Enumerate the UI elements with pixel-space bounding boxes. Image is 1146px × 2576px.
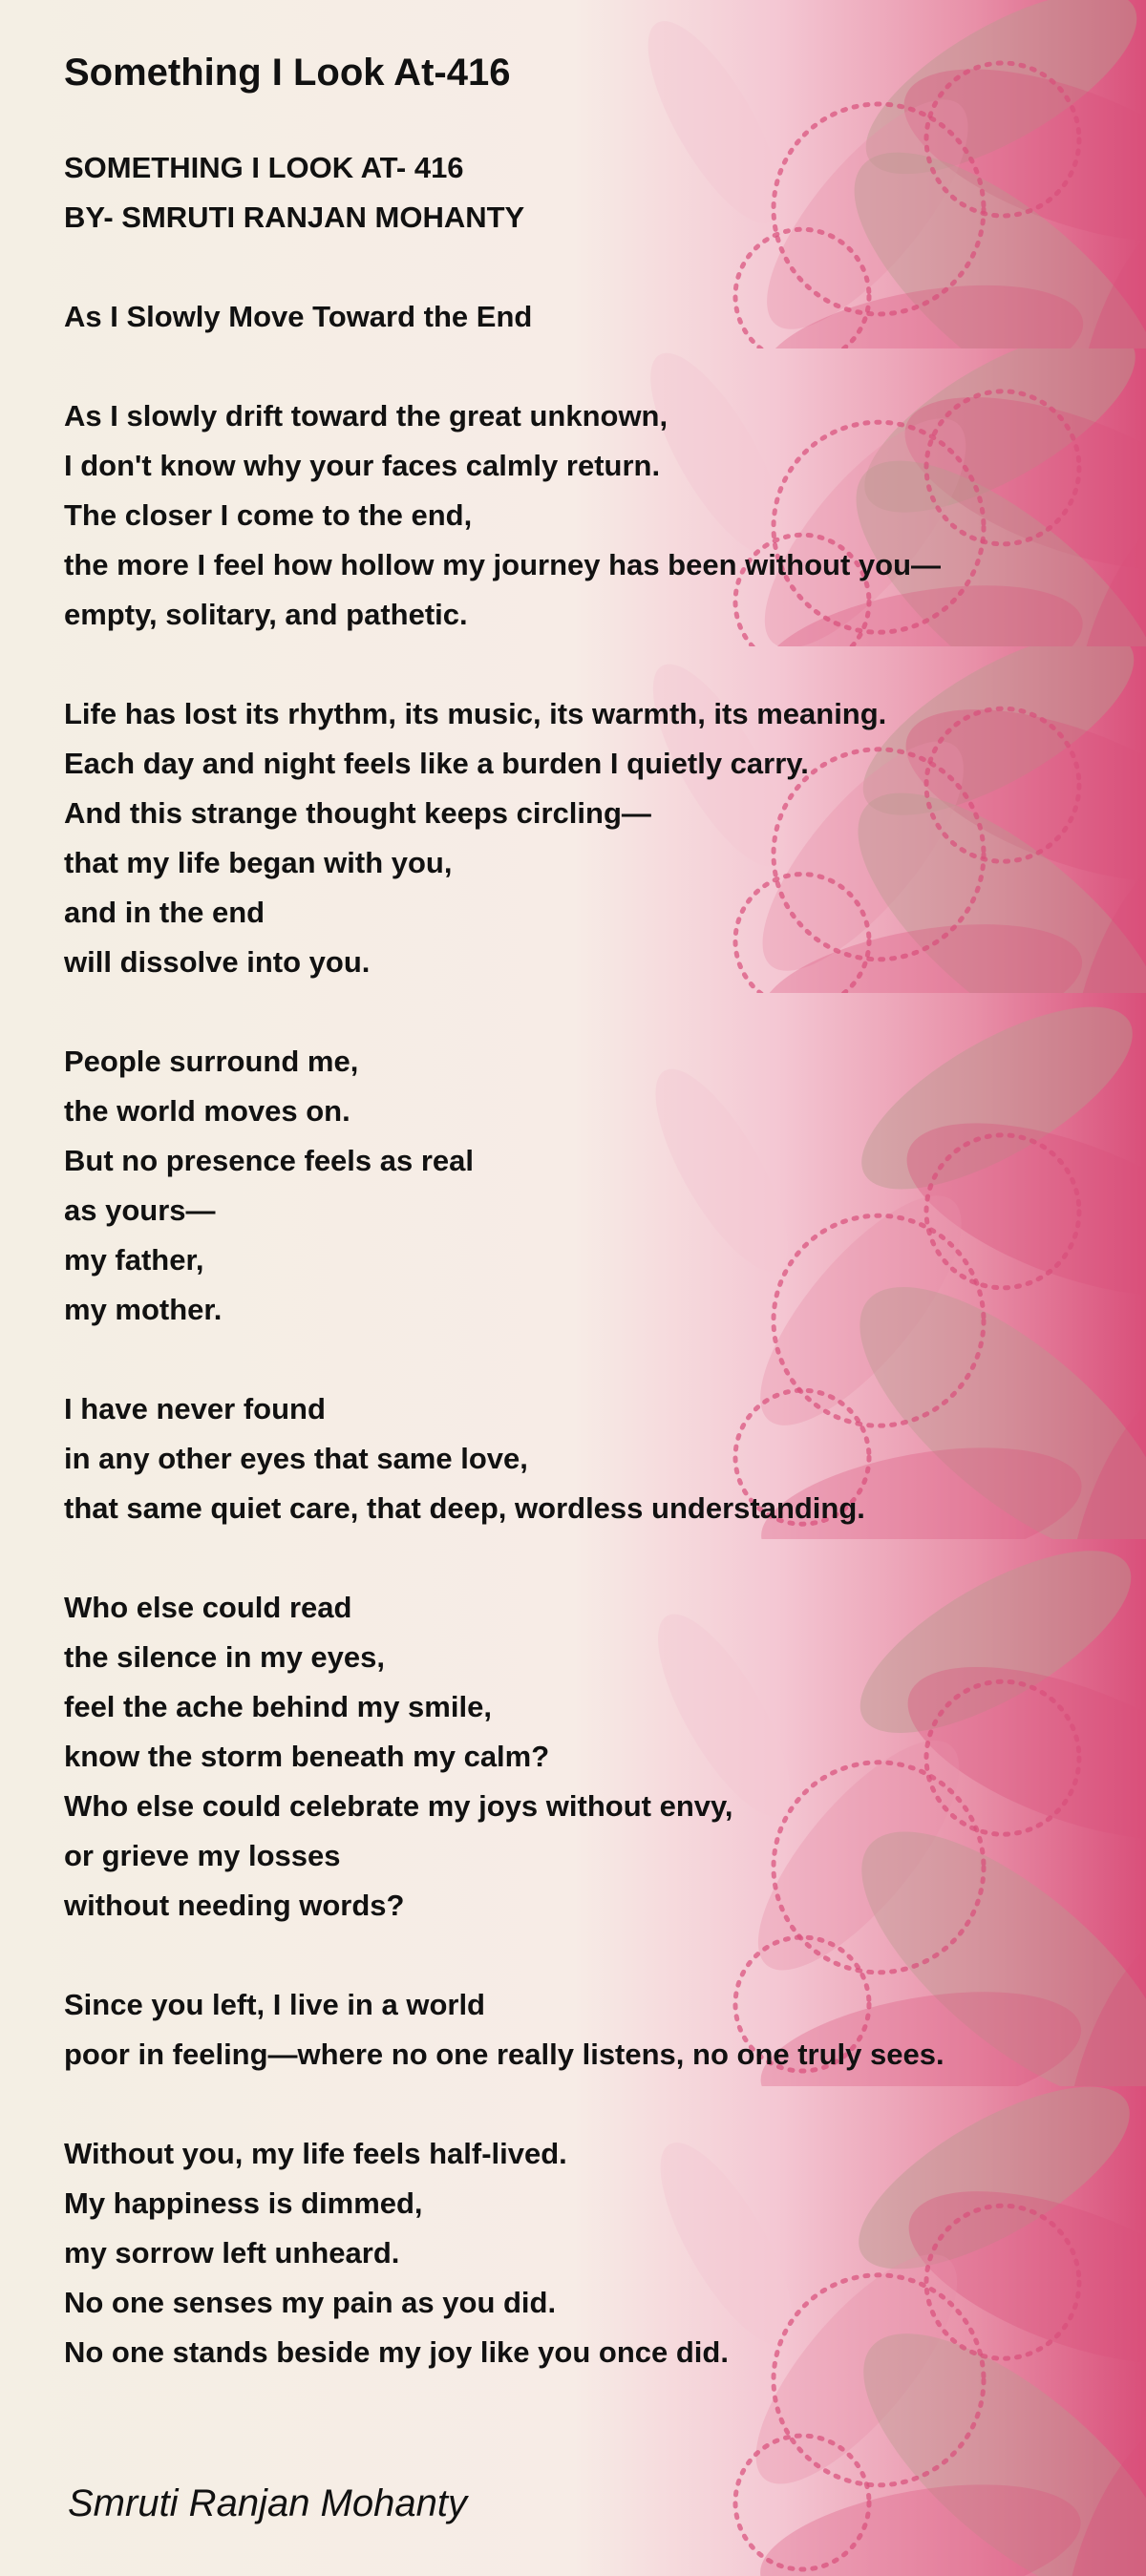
poem-line: in any other eyes that same love, [64,1442,528,1475]
poem-line: Since you left, I live in a world [64,1988,485,2021]
poem-line: People surround me, [64,1045,359,1078]
poem-body [64,143,1114,2377]
poem-line: that my life began with you, [64,846,453,879]
poem-line: But no presence feels as real [64,1144,475,1177]
stanza-break [64,987,1114,1037]
poem-line: Each day and night feels like a burden I quietly carry. [64,747,809,780]
poem-line: the world moves on. [64,1094,350,1128]
poem-line: Life has lost its rhythm, its music, its warmth, its meaning. [64,697,887,730]
poem-line: my father, [64,1243,204,1277]
stanza-break [64,342,1114,391]
stanza-break [64,2080,1114,2129]
poem-line: as yours— [64,1193,216,1227]
poem-line: my mother. [64,1293,223,1326]
poem-line: will dissolve into you. [64,945,371,979]
poem-line: empty, solitary, and pathetic. [64,598,468,631]
poem-line: Who else could celebrate my joys without envy, [64,1789,733,1823]
stanza-break [64,1931,1114,1980]
poem-line: As I slowly drift toward the great unknown, [64,399,668,433]
poem-line: without needing words? [64,1889,405,1922]
poem-line: No one senses my pain as you did. [64,2286,557,2319]
poem-line: And this strange thought keeps circling— [64,796,651,830]
poet-signature: Smruti Ranjan Mohanty [68,2482,467,2524]
poem-line: that same quiet care, that deep, wordless understanding. [64,1491,865,1525]
poem-line: feel the ache behind my smile, [64,1690,492,1723]
poem-line: and in the end [64,896,265,929]
poem-line: Who else could read [64,1591,352,1624]
poem-line: poor in feeling—where no one really listens, no one truly sees. [64,2038,944,2071]
poem-line: As I Slowly Move Toward the End [64,300,533,333]
poem-line: My happiness is dimmed, [64,2186,423,2220]
poem-line: or grieve my losses [64,1839,341,1872]
stanza-break [64,640,1114,689]
poem-line: The closer I come to the end, [64,498,473,532]
poem-line: SOMETHING I LOOK AT- 416 [64,151,464,184]
poem-line: I don't know why your faces calmly return. [64,449,661,482]
poem-line: Without you, my life feels half-lived. [64,2137,567,2170]
poem-line: the silence in my eyes, [64,1640,386,1674]
poem-line: No one stands beside my joy like you once did. [64,2335,729,2369]
poem-line: know the storm beneath my calm? [64,1740,550,1773]
poem-line: the more I feel how hollow my journey has been without you— [64,548,942,581]
poem-title: Something I Look At-416 [64,52,511,94]
poem-line: my sorrow left unheard. [64,2236,400,2270]
poem-line: BY- SMRUTI RANJAN MOHANTY [64,201,525,234]
stanza-break [64,1335,1114,1384]
stanza-break [64,243,1114,292]
stanza-break [64,1533,1114,1583]
poem-line: I have never found [64,1392,326,1425]
